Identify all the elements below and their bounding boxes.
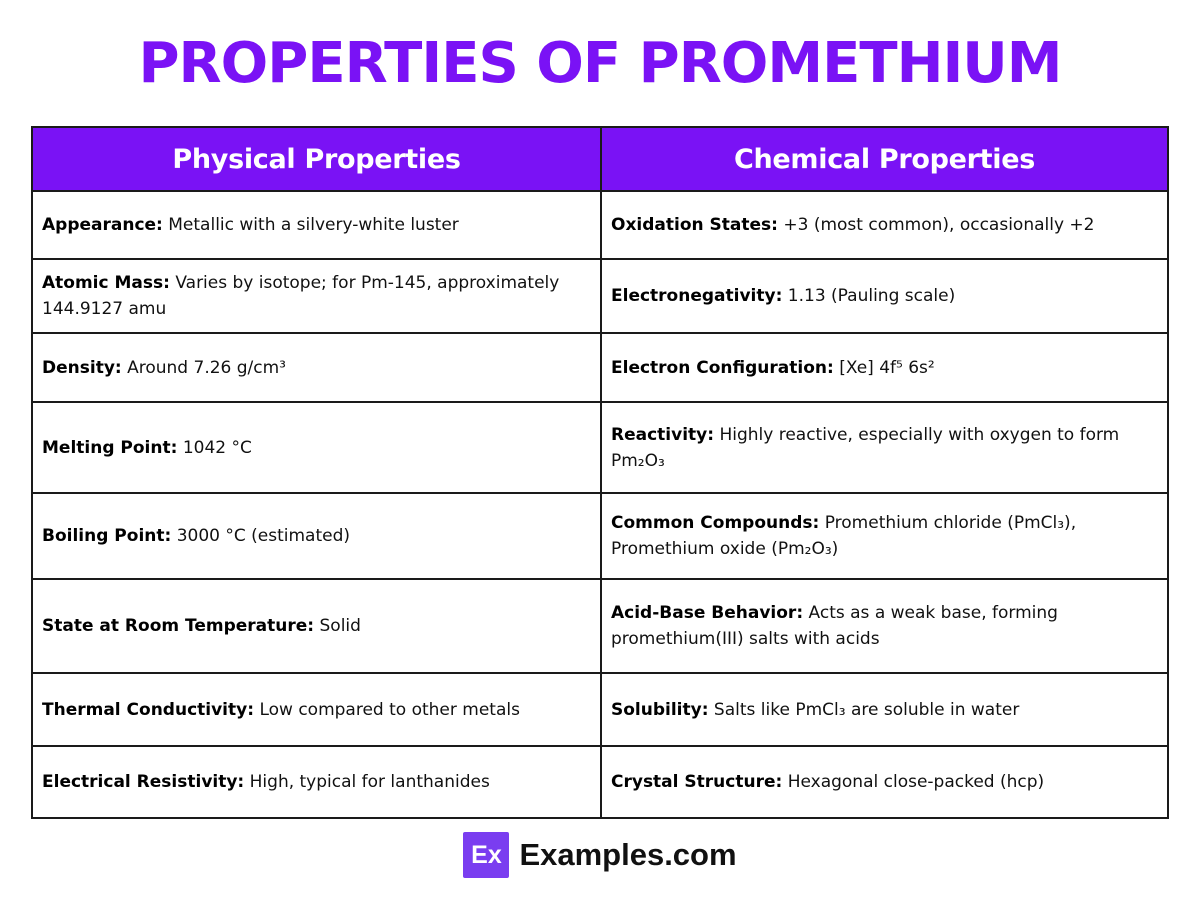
- header-physical: Physical Properties: [32, 127, 601, 191]
- property-value: Hexagonal close-packed (hcp): [787, 772, 1045, 792]
- property-label: Electrical Resistivity:: [42, 772, 245, 792]
- physical-property-cell: [32, 191, 601, 259]
- logo-text: Examples.com: [519, 837, 737, 872]
- property-value: High, typical for lanthanides: [249, 772, 490, 792]
- table-row: [32, 402, 1168, 493]
- table-header-row: [32, 127, 1168, 191]
- page-title: PROPERTIES OF PROMETHIUM: [138, 31, 1062, 96]
- physical-property-cell: [32, 333, 601, 402]
- property-label: Density:: [42, 357, 122, 378]
- chemical-property-cell: [601, 746, 1168, 818]
- chemical-property-cell: [601, 579, 1168, 673]
- physical-property-cell: [32, 259, 601, 333]
- chemical-property-cell: [601, 191, 1168, 259]
- logo-mark-icon: Ex: [463, 832, 509, 878]
- physical-property-cell: [32, 746, 601, 818]
- property-value: Around 7.26 g/cm³: [127, 357, 286, 378]
- property-label: Reactivity:: [611, 424, 715, 445]
- property-value: Promethium chloride (PmCl₃), Promethium oxide (Pm₂O₃): [611, 513, 1077, 559]
- property-value: Salts like PmCl₃ are soluble in water: [713, 699, 1020, 720]
- header-chemical: Chemical Properties: [601, 127, 1168, 191]
- property-value: Solid: [319, 616, 361, 636]
- chemical-property-cell: [601, 493, 1168, 579]
- table-row: [32, 579, 1168, 673]
- physical-property-cell: [32, 673, 601, 746]
- table-row: [32, 493, 1168, 579]
- table-row: [32, 673, 1168, 746]
- physical-property-cell: [32, 493, 601, 579]
- property-label: Electronegativity:: [611, 286, 783, 306]
- chemical-property-cell: [601, 333, 1168, 402]
- property-value: 1.13 (Pauling scale): [787, 286, 956, 306]
- property-label: Solubility:: [611, 699, 709, 720]
- property-label: Appearance:: [42, 215, 163, 235]
- property-label: Electron Configuration:: [611, 357, 834, 378]
- property-label: Melting Point:: [42, 437, 178, 458]
- table-row: [32, 746, 1168, 818]
- chemical-property-cell: [601, 259, 1168, 333]
- table-row: [32, 259, 1168, 333]
- property-value: 3000 °C (estimated): [176, 526, 351, 546]
- property-label: Boiling Point:: [42, 526, 172, 546]
- property-value: Metallic with a silvery-white luster: [168, 215, 459, 235]
- physical-property-cell: [32, 402, 601, 493]
- property-value: [Xe] 4f⁵ 6s²: [839, 357, 935, 378]
- table-row: [32, 333, 1168, 402]
- property-label: State at Room Temperature:: [42, 616, 315, 636]
- chemical-property-cell: [601, 402, 1168, 493]
- property-label: Common Compounds:: [611, 513, 820, 533]
- property-label: Thermal Conductivity:: [42, 699, 255, 720]
- footer-logo: [0, 832, 1200, 878]
- property-value: 1042 °C: [182, 437, 252, 458]
- property-value: Varies by isotope; for Pm-145, approximately 144.9127 amu: [42, 273, 560, 319]
- properties-table: [31, 126, 1169, 819]
- property-value: +3 (most common), occasionally +2: [783, 215, 1095, 235]
- property-label: Atomic Mass:: [42, 273, 170, 293]
- property-label: Crystal Structure:: [611, 772, 783, 792]
- property-value: Highly reactive, especially with oxygen to form Pm₂O₃: [611, 424, 1120, 471]
- property-value: Acts as a weak base, forming promethium(III) salts with acids: [611, 603, 1058, 649]
- property-value: Low compared to other metals: [259, 699, 520, 720]
- property-label: Acid-Base Behavior:: [611, 603, 804, 623]
- chemical-property-cell: [601, 673, 1168, 746]
- property-label: Oxidation States:: [611, 215, 778, 235]
- table-row: [32, 191, 1168, 259]
- physical-property-cell: [32, 579, 601, 673]
